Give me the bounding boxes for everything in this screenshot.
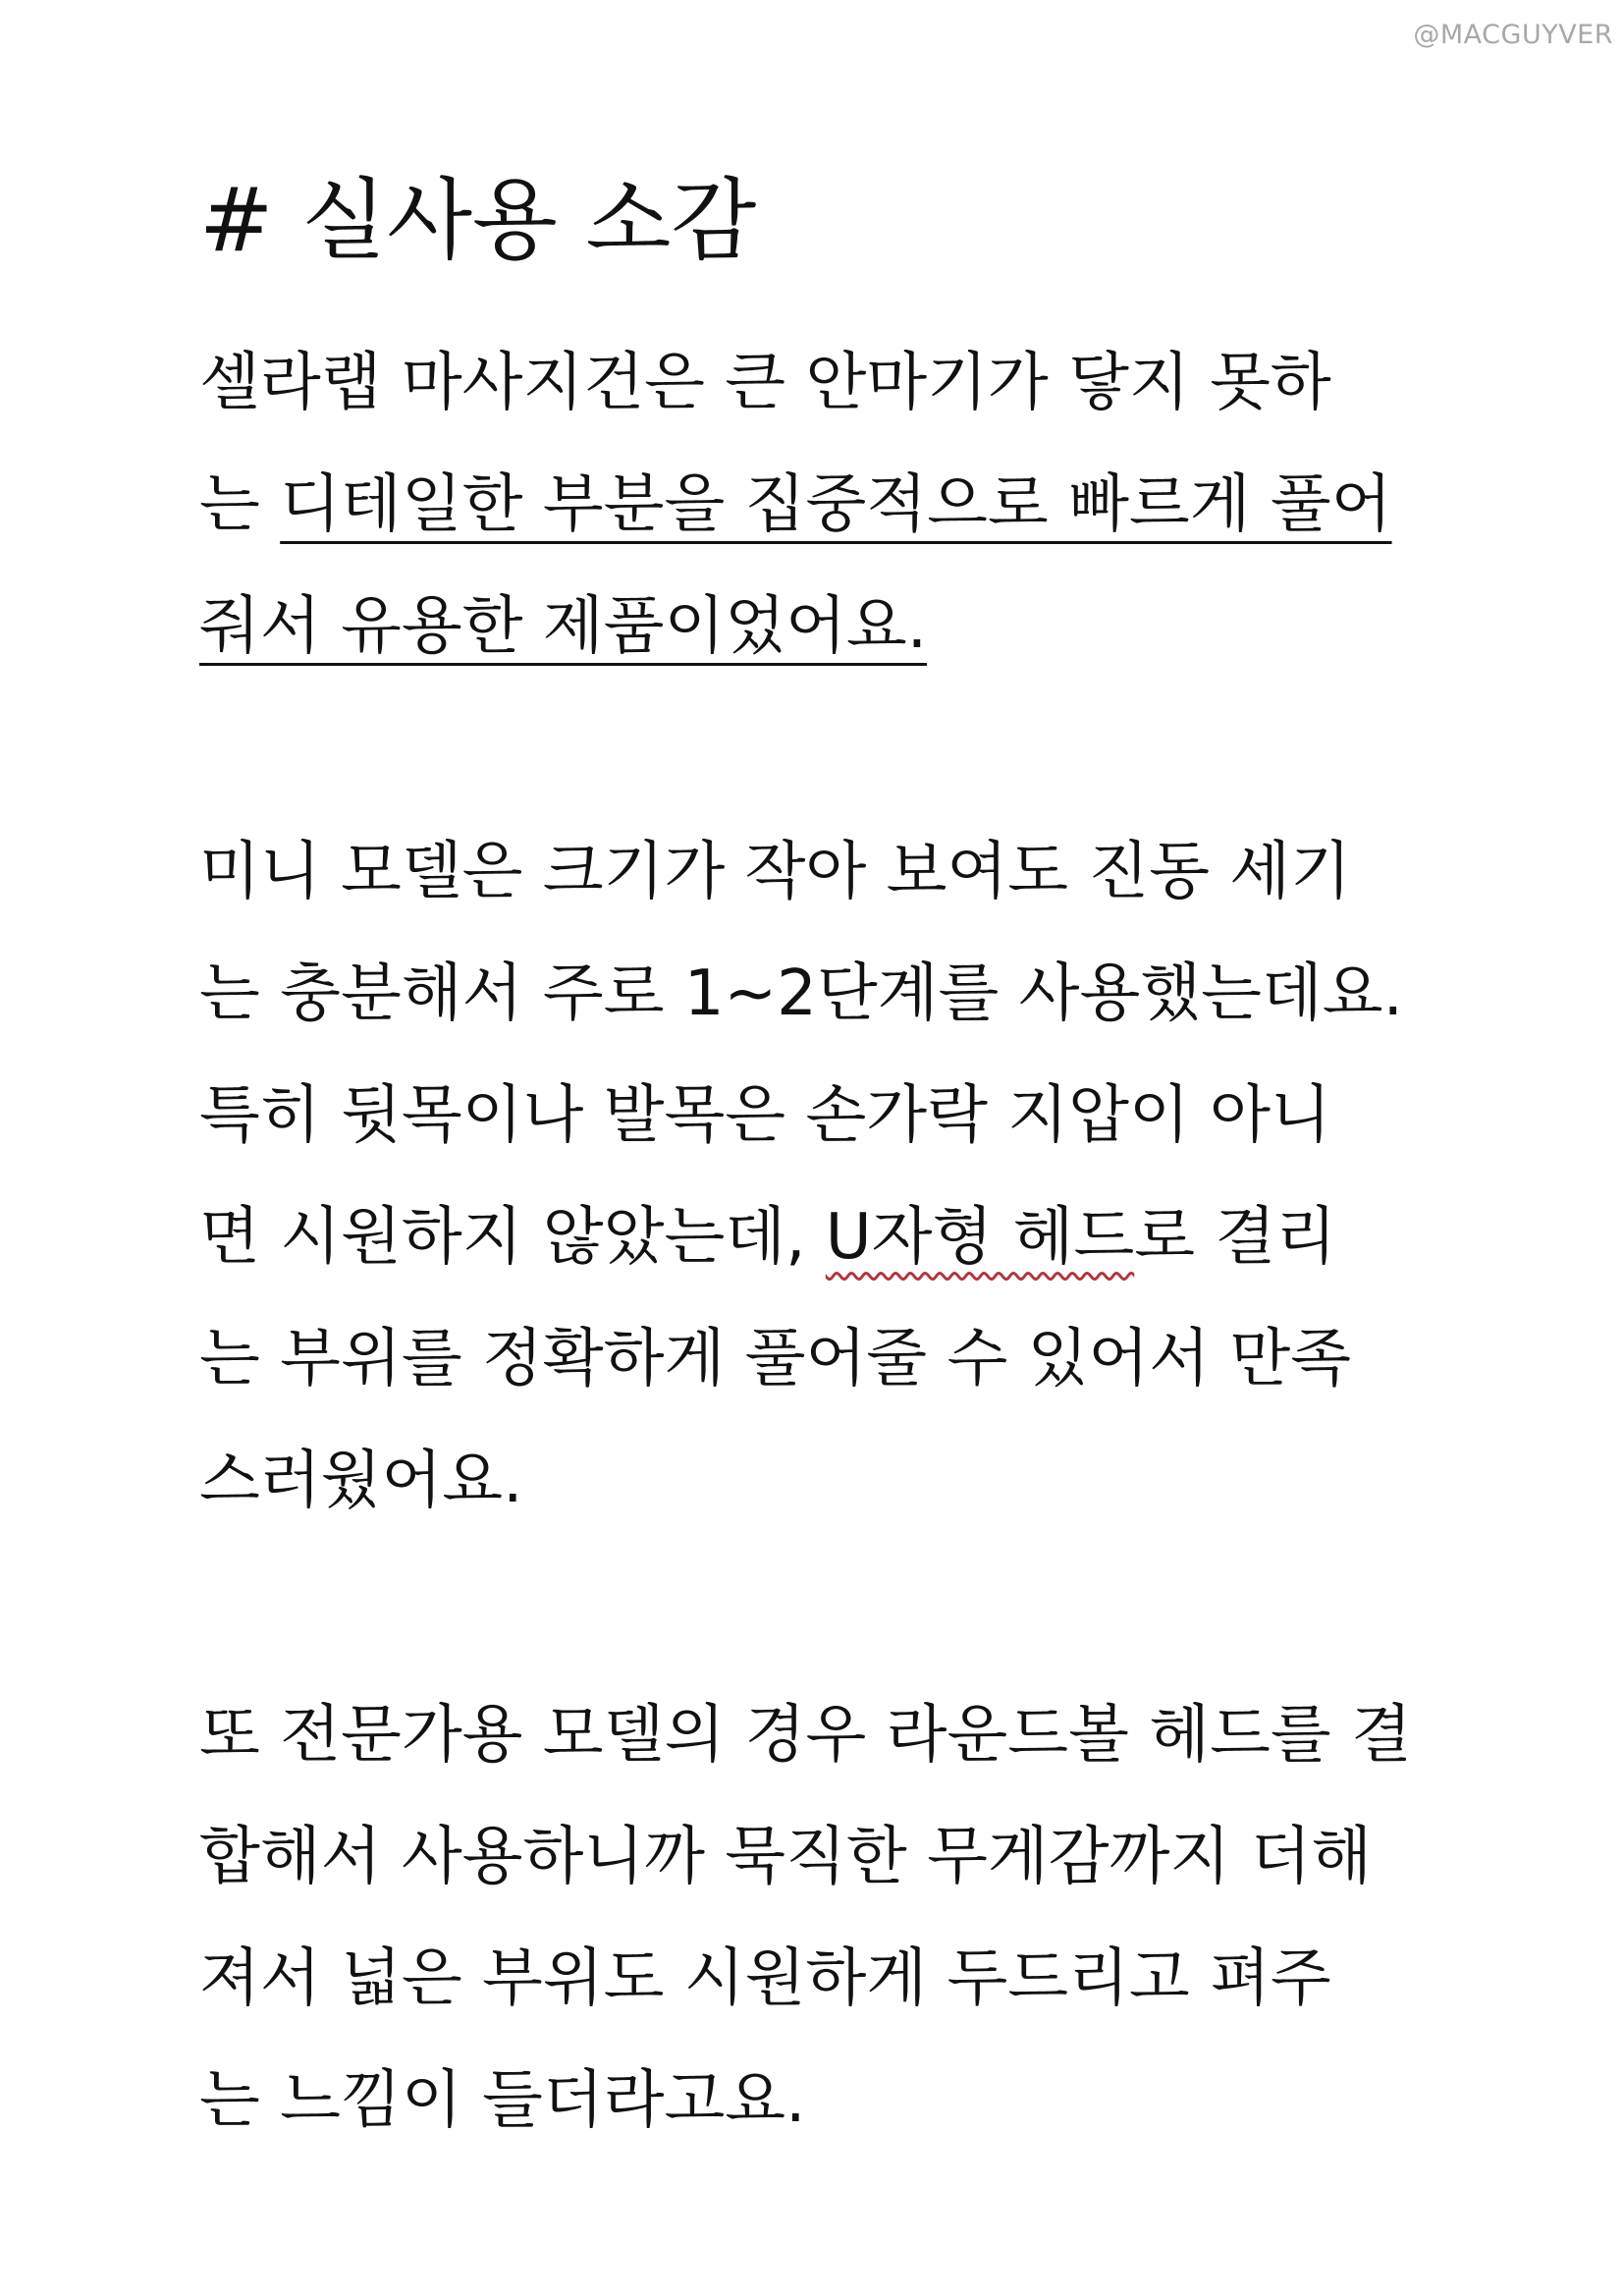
text-line [199,1918,1594,2040]
wavy-underlined-text: U자형 헤드 [825,1201,1135,1274]
page-title: # 실사용 소감 [199,169,757,272]
text-line [199,2040,1594,2161]
line-text: 는 충분해서 주로 1~2단계를 사용했는데요. [199,957,1403,1030]
line-text: 는 부위를 정확하게 풀어줄 수 있어서 만족 [199,1323,1352,1395]
line-text: 스러웠어요. [199,1445,523,1517]
paragraph-2 [199,811,1594,1542]
text-line [199,566,1594,687]
text-line [199,1176,1594,1298]
line-text: 져서 넓은 부위도 시원하게 두드리고 펴주 [199,1942,1331,2015]
line-text: 또 전문가용 모델의 경우 라운드볼 헤드를 결 [199,1699,1412,1772]
paragraph-3 [199,1674,1594,2161]
underlined-text: 줘서 유용한 제품이었어요. [199,590,928,663]
underlined-text: 디테일한 부분을 집중적으로 빠르게 풀어 [280,468,1392,541]
line-text: 면 시원하지 않았는데, [199,1201,826,1274]
text-line [199,811,1594,933]
text-line [199,1055,1594,1176]
text-line [199,933,1594,1055]
text-line [199,1420,1594,1542]
line-text: 는 느낌이 들더라고요. [199,2064,806,2137]
text-line [199,1674,1594,1796]
watermark: @MACGUYVER [1413,20,1613,50]
line-text: 합해서 사용하니까 묵직한 무게감까지 더해 [199,1821,1373,1893]
line-text: 는 [199,468,281,541]
text-line [199,1796,1594,1918]
text-line [199,1298,1594,1420]
paragraph-1 [199,322,1594,687]
line-text: 셀라랩 마사지건은 큰 안마기가 닿지 못하 [199,347,1331,419]
text-line [199,444,1594,566]
line-text: 특히 뒷목이나 발목은 손가락 지압이 아니 [199,1079,1331,1152]
text-line [199,322,1594,444]
line-text: 미니 모델은 크기가 작아 보여도 진동 세기 [199,836,1352,908]
line-text: 로 결리 [1134,1201,1337,1274]
